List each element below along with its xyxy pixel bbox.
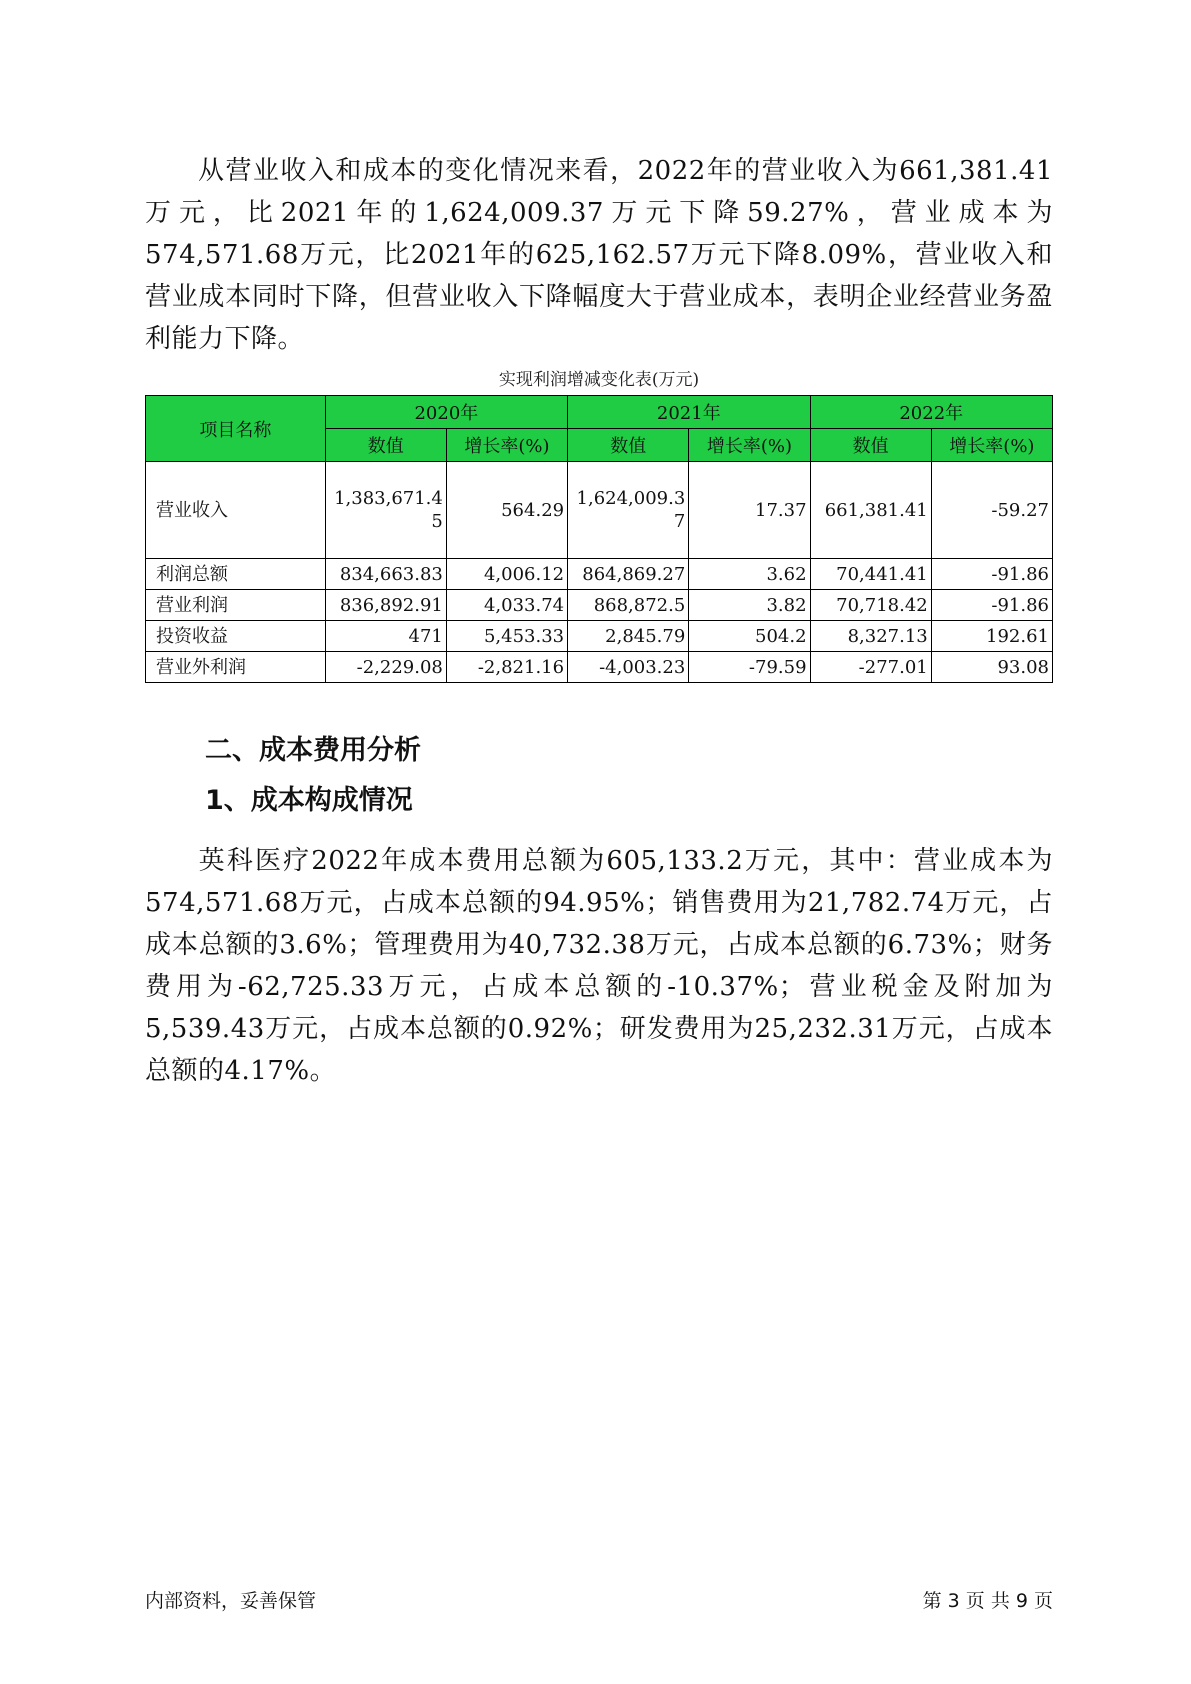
table-cell: 8,327.13 xyxy=(810,621,931,652)
header-year-2021: 2021年 xyxy=(568,396,810,429)
table-cell: 2,845.79 xyxy=(568,621,689,652)
table-cell: 1,624,009.37 xyxy=(568,462,689,559)
table-cell: 4,033.74 xyxy=(446,590,567,621)
table-cell: 471 xyxy=(325,621,446,652)
table-cell: -59.27 xyxy=(931,462,1052,559)
table-cell: 864,869.27 xyxy=(568,559,689,590)
profit-change-table xyxy=(145,395,1053,683)
paragraph-cost-composition xyxy=(145,840,1053,1092)
table-cell: 70,441.41 xyxy=(810,559,931,590)
header-rate: 增长率(%) xyxy=(931,429,1052,462)
table-cell: -2,821.16 xyxy=(446,652,567,683)
table-cell: -4,003.23 xyxy=(568,652,689,683)
table-cell: 70,718.42 xyxy=(810,590,931,621)
table-cell: 661,381.41 xyxy=(810,462,931,559)
header-year-2022: 2022年 xyxy=(810,396,1052,429)
header-value: 数值 xyxy=(568,429,689,462)
table-cell: 1,383,671.45 xyxy=(325,462,446,559)
header-value: 数值 xyxy=(325,429,446,462)
table-cell: 192.61 xyxy=(931,621,1052,652)
paragraph-revenue-cost-text: 从营业收入和成本的变化情况来看，2022年的营业收入为661,381.41万元，比2021年的1,624,009.37万元下降59.27%，营业成本为574,571.68万元，比2021年的625,162.57万元下降8.09%，营业收入和营业成本同时下降，但营业收入下降幅度大于营业成本，表明企业经营业务盈利能力下降。 xyxy=(145,156,1053,354)
table-cell: 564.29 xyxy=(446,462,567,559)
table-row xyxy=(146,652,1053,683)
row-name: 利润总额 xyxy=(146,559,326,590)
footer-page-number: 第 3 页 共 9 页 xyxy=(922,1590,1053,1612)
table-cell: -277.01 xyxy=(810,652,931,683)
footer-confidential-note: 内部资料，妥善保管 xyxy=(145,1590,317,1612)
table-row xyxy=(146,590,1053,621)
table-cell: 834,663.83 xyxy=(325,559,446,590)
table-cell: 93.08 xyxy=(931,652,1052,683)
section-heading: 二、成本费用分析 xyxy=(205,735,421,766)
table-cell: 3.82 xyxy=(689,590,810,621)
table-cell: 5,453.33 xyxy=(446,621,567,652)
table-cell: 4,006.12 xyxy=(446,559,567,590)
header-year-2020: 2020年 xyxy=(325,396,567,429)
table-cell: 3.62 xyxy=(689,559,810,590)
row-name: 投资收益 xyxy=(146,621,326,652)
row-name: 营业收入 xyxy=(146,462,326,559)
header-rate: 增长率(%) xyxy=(689,429,810,462)
table-row xyxy=(146,621,1053,652)
table-cell: -91.86 xyxy=(931,559,1052,590)
table-caption: 实现利润增减变化表(万元) xyxy=(498,370,700,390)
subsection-heading: 1、成本构成情况 xyxy=(205,785,413,816)
table-cell: 17.37 xyxy=(689,462,810,559)
header-value: 数值 xyxy=(810,429,931,462)
table-cell: 836,892.91 xyxy=(325,590,446,621)
table-cell: 868,872.5 xyxy=(568,590,689,621)
paragraph-revenue-cost xyxy=(145,150,1053,360)
header-item-name: 项目名称 xyxy=(146,396,326,462)
table-cell: -2,229.08 xyxy=(325,652,446,683)
table-row xyxy=(146,559,1053,590)
row-name: 营业利润 xyxy=(146,590,326,621)
table-cell: 504.2 xyxy=(689,621,810,652)
paragraph-cost-composition-text: 英科医疗2022年成本费用总额为605,133.2万元，其中：营业成本为574,571.68万元，占成本总额的94.95%；销售费用为21,782.74万元，占成本总额的3.6%；管理费用为40,732.38万元，占成本总额的6.73%；财务费用为-62,725.33万元，占成本总额的-10.37%；营业税金及附加为5,539.43万元，占成本总额的0.92%；研发费用为25,232.31万元，占成本总额的4.17%。 xyxy=(145,846,1053,1086)
table-cell: -79.59 xyxy=(689,652,810,683)
table-row xyxy=(146,462,1053,559)
header-rate: 增长率(%) xyxy=(446,429,567,462)
row-name: 营业外利润 xyxy=(146,652,326,683)
table-cell: -91.86 xyxy=(931,590,1052,621)
